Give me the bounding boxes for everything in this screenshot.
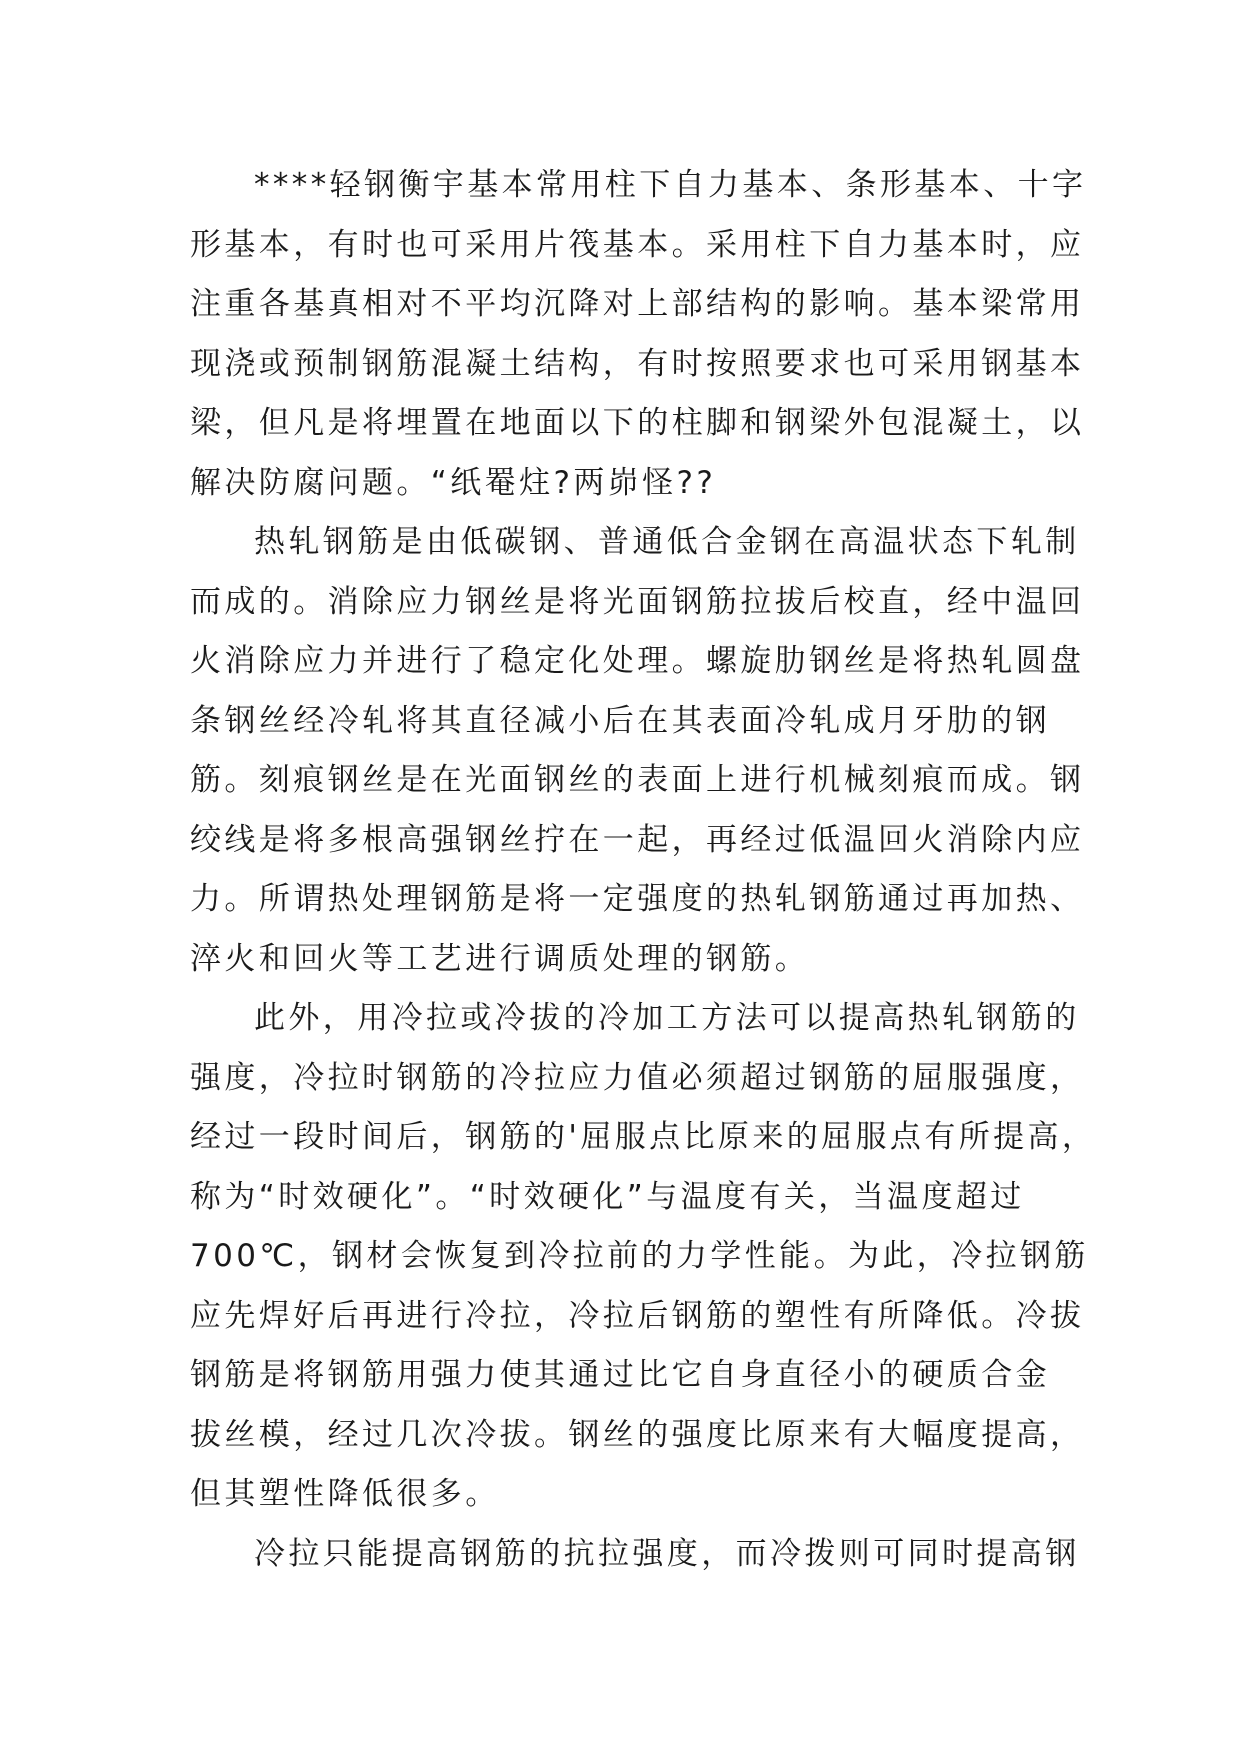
text-line: 强度，冷拉时钢筋的冷拉应力值必须超过钢筋的屈服强度， bbox=[190, 1059, 1085, 1096]
text-line: 冷拉只能提高钢筋的抗拉强度，而冷拨则可同时提高钢 bbox=[254, 1535, 1080, 1572]
text-line: 700℃，钢材会恢复到冷拉前的力学性能。为此，冷拉钢筋 bbox=[190, 1238, 1089, 1274]
text-line: 拔丝模，经过几次冷拔。钢丝的强度比原来有大幅度提高， bbox=[190, 1416, 1085, 1453]
text-line: 钢筋是将钢筋用强力使其通过比它自身直径小的硬质合金 bbox=[190, 1357, 1050, 1393]
paragraph-3 bbox=[190, 989, 1097, 1525]
text-line: 火消除应力并进行了稳定化处理。螺旋肋钢丝是将热轧圆盘 bbox=[190, 643, 1085, 679]
text-line: 形基本，有时也可采用片筏基本。采用柱下自力基本时，应 bbox=[190, 226, 1085, 263]
text-line: 条钢丝经冷轧将其直径减小后在其表面冷轧成月牙肋的钢 bbox=[190, 702, 1050, 739]
text-line: 解决防腐问题。“纸罨炷?两峁怪?? bbox=[190, 464, 717, 501]
paragraph-1 bbox=[190, 156, 1087, 513]
text-line: 现浇或预制钢筋混凝土结构，有时按照要求也可采用钢基本 bbox=[190, 345, 1085, 382]
text-line: 注重各基真相对不平均沉降对上部结构的影响。基本梁常用 bbox=[190, 286, 1085, 322]
text-line: 但其塑性降低很多。 bbox=[190, 1476, 500, 1512]
text-line: 梁，但凡是将埋置在地面以下的柱脚和钢梁外包混凝土，以 bbox=[190, 405, 1085, 441]
text-line: 热轧钢筋是由低碳钢、普通低合金钢在高温状态下轧制 bbox=[254, 524, 1080, 560]
text-line: ****轻钢衡宇基本常用柱下自力基本、条形基本、十字 bbox=[254, 167, 1087, 203]
document-body bbox=[190, 156, 1097, 1584]
paragraph-4 bbox=[190, 1525, 1080, 1585]
text-line: 力。所谓热处理钢筋是将一定强度的热轧钢筋通过再加热、 bbox=[190, 881, 1085, 917]
text-line: 绞线是将多根高强钢丝拧在一起，再经过低温回火消除内应 bbox=[190, 821, 1085, 858]
text-line: 筋。刻痕钢丝是在光面钢丝的表面上进行机械刻痕而成。钢 bbox=[190, 762, 1085, 798]
text-line: 应先焊好后再进行冷拉，冷拉后钢筋的塑性有所降低。冷拔 bbox=[190, 1297, 1085, 1334]
paragraph-2 bbox=[190, 513, 1085, 989]
text-line: 称为“时效硬化”。“时效硬化”与温度有关，当温度超过 bbox=[190, 1178, 1025, 1215]
text-line: 淬火和回火等工艺进行调质处理的钢筋。 bbox=[190, 940, 810, 977]
text-line: 经过一段时间后，钢筋的'屈服点比原来的屈服点有所提高， bbox=[190, 1119, 1097, 1155]
text-line: 此外，用冷拉或冷拔的冷加工方法可以提高热轧钢筋的 bbox=[254, 1000, 1080, 1036]
text-line: 而成的。消除应力钢丝是将光面钢筋拉拔后校直，经中温回 bbox=[190, 583, 1085, 620]
